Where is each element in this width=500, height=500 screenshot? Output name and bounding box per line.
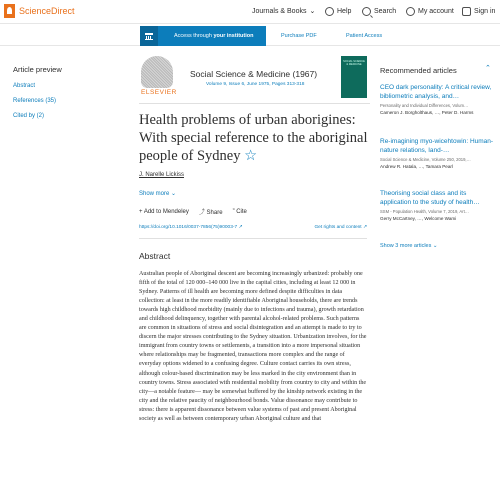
brand-name[interactable]: ScienceDirect <box>19 6 75 16</box>
article-title-text: Health problems of urban aborigines: With special reference to the aboriginal people of Sydney <box>139 112 368 164</box>
help-icon <box>325 7 334 16</box>
publisher-name: ELSEVIER <box>141 89 177 96</box>
cite-button[interactable]: ” Cite <box>232 208 247 215</box>
section-divider <box>139 238 367 239</box>
chevron-up-icon[interactable]: ⌃ <box>485 65 491 72</box>
recommended-article-authors: Andrew R. Hatala, …, Tamara Pearl <box>380 164 453 169</box>
abstract-nav-link[interactable]: Abstract <box>13 83 36 89</box>
patient-access-link[interactable]: Patient Access <box>346 33 383 39</box>
recommended-article-title[interactable]: Theorising social class and its application to the study of health… <box>380 190 480 206</box>
access-through-institution-button[interactable] <box>140 26 266 46</box>
recommended-articles-heading: Recommended articles <box>380 66 457 75</box>
recommended-article-source: SSM - Population Health, Volume 7, 2019, Art… <box>380 209 469 214</box>
elsevier-logo-icon[interactable] <box>4 4 15 18</box>
journal-title[interactable]: Social Science & Medicine (1967) <box>190 69 318 79</box>
recommended-article-item <box>380 189 495 221</box>
top-navigation-bar <box>0 0 500 24</box>
elsevier-tree-logo <box>141 56 173 88</box>
article-actions <box>139 207 247 216</box>
recommended-article-title[interactable]: Re-imagining myo-wicehtowin: Human-nature relations, land-… <box>380 138 494 154</box>
doi-row <box>139 224 367 234</box>
doi-link[interactable]: https://doi.org/10.1016/0037-7856(75)90003-7 ↗ <box>139 225 243 230</box>
sign-in-icon <box>462 7 471 16</box>
account-icon <box>406 7 415 16</box>
my-account-label: My account <box>418 8 454 15</box>
star-icon[interactable]: ☆ <box>244 148 258 164</box>
share-button[interactable]: ⤴ Share <box>198 210 223 216</box>
search-icon <box>362 7 371 16</box>
article-title <box>139 111 379 165</box>
purchase-pdf-link[interactable]: Purchase PDF <box>281 33 317 39</box>
institution-icon <box>140 26 158 46</box>
journal-cover-image[interactable] <box>341 56 367 98</box>
recommended-article-item <box>380 137 495 169</box>
recommended-article-authors: Cameron J. Borgholthaus, …, Peter D. Harms <box>380 110 474 115</box>
references-nav-link[interactable]: References (35) <box>13 98 57 104</box>
abstract-heading: Abstract <box>139 251 171 261</box>
get-rights-link[interactable]: Get rights and content ↗ <box>314 225 367 230</box>
access-bar <box>0 26 500 46</box>
journal-header <box>139 54 370 104</box>
recommended-article-title[interactable]: CEO dark personality: A critical review, bibliometric analysis, and… <box>380 84 492 100</box>
recommended-article-authors: Gerry McCartney, …, Welcome Wami <box>380 216 457 221</box>
article-preview-heading: Article preview <box>13 65 62 74</box>
search-link[interactable] <box>362 7 396 16</box>
author-link[interactable]: J. Narelle Lickiss <box>139 172 185 178</box>
sign-in-label: Sign in <box>474 8 496 15</box>
abstract-text: Australian people of Aboriginal descent are becoming increasingly urbanized: probably one fifth of the total of 120 000–140 000 live in the capital cities, including at least 12 000 in Sydney. Patterns of ill health are becoming more defined despite difficulties in data collection: at least in the more readily identifiable Aboriginal households, there are trends towards high childhood morbidity (mainly due to infections and trauma), growth retardation and childhood delinquency, together with parental alcohol-related problems. Such patterns are common in situations of stress and social disintegration and an attempt is made to try to discern the major stresses contributing to the Sydney situation. Urbanization involves, for the immigrant from country towns or settlements, a transition into a more impersonal situation where relationships may be fragmented, transactions more complex and the range of everyday options widened to a confusing degree. Culture contact carries its own stress, although colour-based discrimination may be less marked in the city environment than in country towns. Stress associated with residential mobility from country to city and within the city—a notable feature— may be somewhat buffered by the kinship network existing in the city and the relative paucity of neighbourhood bonds. Value dissonance may contribute to stress: there is apparent dissonance between value systems of past and present Aboriginal society as well as between contemporary urban Aboriginal culture and that <box>139 271 367 422</box>
sign-in-link[interactable] <box>462 7 495 16</box>
recommended-article-source: Social Science & Medicine, Volume 250, 2019,… <box>380 157 471 162</box>
help-label: Help <box>337 8 352 15</box>
cited-by-nav-link[interactable]: Cited by (2) <box>13 113 45 119</box>
journals-books-label: Journals & Books <box>252 7 307 15</box>
journal-issue-info[interactable]: Volume 9, Issue 6, June 1975, Pages 313-318 <box>206 82 305 87</box>
help-link[interactable] <box>325 7 351 16</box>
cover-title: SOCIAL SCIENCE & MEDICINE <box>343 60 365 66</box>
chevron-down-icon: ⌄ <box>309 8 316 15</box>
institution-label: Access through your institution <box>174 33 254 39</box>
show-more-button[interactable]: Show more ⌄ <box>139 191 177 197</box>
recommended-article-source: Personality and Individual Differences, Volum… <box>380 103 469 108</box>
show-more-articles-button[interactable]: Show 3 more articles ⌄ <box>380 243 438 249</box>
add-to-mendeley-button[interactable]: + Add to Mendeley <box>139 208 189 215</box>
recommended-article-item <box>380 83 495 115</box>
search-label: Search <box>374 8 397 15</box>
journals-books-menu[interactable] <box>252 7 315 15</box>
my-account-link[interactable] <box>406 7 454 16</box>
